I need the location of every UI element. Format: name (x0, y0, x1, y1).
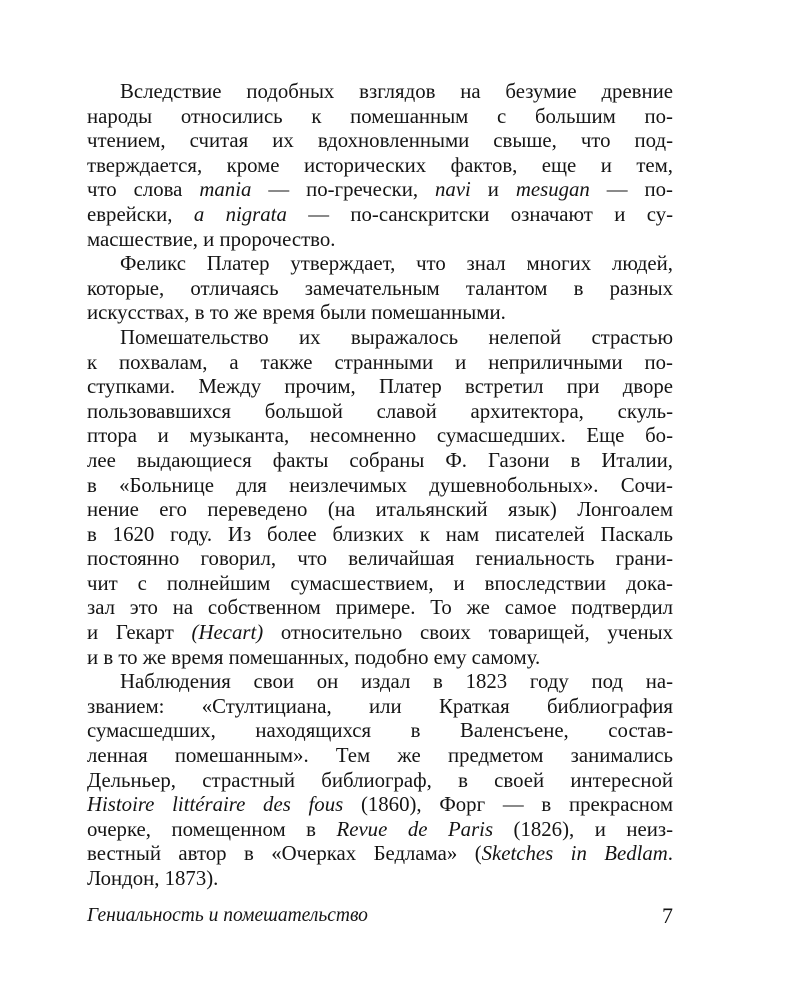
text-line: масшествие, и пророчество. (87, 227, 336, 251)
text-line: Лондон, 1873). (87, 867, 219, 890)
text-line: вестный автор в «Очерках Бедлама» (Sketches in Bedlam. (87, 842, 673, 866)
text-line: птора и музыканта, несомненно сумасшедших. Еще бо- (87, 424, 673, 448)
text-line: зал это на собственном примере. То же самое подтвердил (87, 596, 673, 620)
text-line: искусствах, в то же время были помешанными. (87, 301, 506, 325)
italic-term: a nigrata (193, 202, 287, 226)
paragraph (87, 252, 673, 326)
page-number: 7 (662, 903, 673, 928)
italic-term: Histoire littéraire des fous (87, 793, 344, 817)
paragraph (87, 80, 673, 252)
text-line: очерке, помещенном в Revue de Paris (1826), и неиз- (87, 817, 673, 841)
text-line: нение его переведено (на итальянский язык) Лонгоалем (87, 498, 673, 522)
text-line: пользовавшихся большой славой архитектора, скуль- (87, 399, 673, 423)
italic-term: Revue de Paris (336, 817, 494, 841)
text-line: ленная помешанным». Тем же предметом занимались (87, 744, 673, 768)
italic-term: Sketches in Bedlam (481, 842, 668, 866)
text-line: Феликс Платер утверждает, что знал многих людей, (120, 252, 673, 276)
text-line: званием: «Стултициана, или Краткая библиография (87, 694, 673, 718)
text-line: Помешательство их выражалось нелепой страстью (120, 325, 673, 349)
text-line: Вследствие подобных взглядов на безумие древние (120, 80, 673, 103)
text-line: Наблюдения свои он издал в 1823 году под на- (120, 670, 673, 694)
text-line: и Гекарт (Hecart) относительно своих товарищей, ученых (87, 621, 674, 645)
text-line: и в то же время помешанных, подобно ему самому. (87, 645, 541, 669)
text-line: постоянно говорил, что величайшая гениальность грани- (87, 547, 673, 571)
text-line: в «Больнице для неизлечимых душевнобольных». Сочи- (87, 473, 673, 497)
text-line: к похвалам, а также странными и неприличными по- (87, 350, 673, 374)
body-text (87, 80, 673, 892)
running-title: Гениальность и помешательство (87, 905, 368, 926)
italic-term: (Hecart) (191, 621, 264, 645)
text-line: еврейски, a nigrata — по-санскритски означают и су- (87, 202, 674, 226)
text-line: чит с полнейшим сумасшествием, и впоследствии дока- (87, 571, 673, 595)
text-line: народы относились к помешанным с большим по- (87, 104, 673, 128)
text-line: в 1620 году. Из более близких к нам писателей Паскаль (87, 522, 673, 546)
paragraph (87, 670, 673, 891)
text-line: тверждается, кроме исторических фактов, еще и тем, (87, 153, 673, 177)
text-line: Histoire littéraire des fous (1860), Форг — в прекрасном (87, 793, 673, 817)
text-line: которые, отличаясь замечательным талантом в разных (87, 276, 673, 300)
text-line: лее выдающиеся факты собраны Ф. Газони в Италии, (87, 448, 673, 472)
italic-term: navi (435, 178, 471, 202)
paragraph (87, 326, 673, 670)
page-body (87, 80, 673, 892)
italic-term: mesugan (515, 178, 590, 202)
text-line: Дельньер, страстный библиограф, в своей интересной (87, 768, 673, 792)
italic-term: mania (199, 178, 252, 202)
page-footer (87, 903, 673, 933)
text-line: ступками. Между прочим, Платер встретил при дворе (87, 375, 673, 399)
text-line: сумасшедших, находящихся в Валенсъене, состав- (87, 719, 673, 743)
text-line: чтением, считая их вдохновленными свыше, что под- (87, 129, 673, 153)
text-line: что слова mania — по-гречески, navi и mesugan — по- (87, 178, 673, 202)
